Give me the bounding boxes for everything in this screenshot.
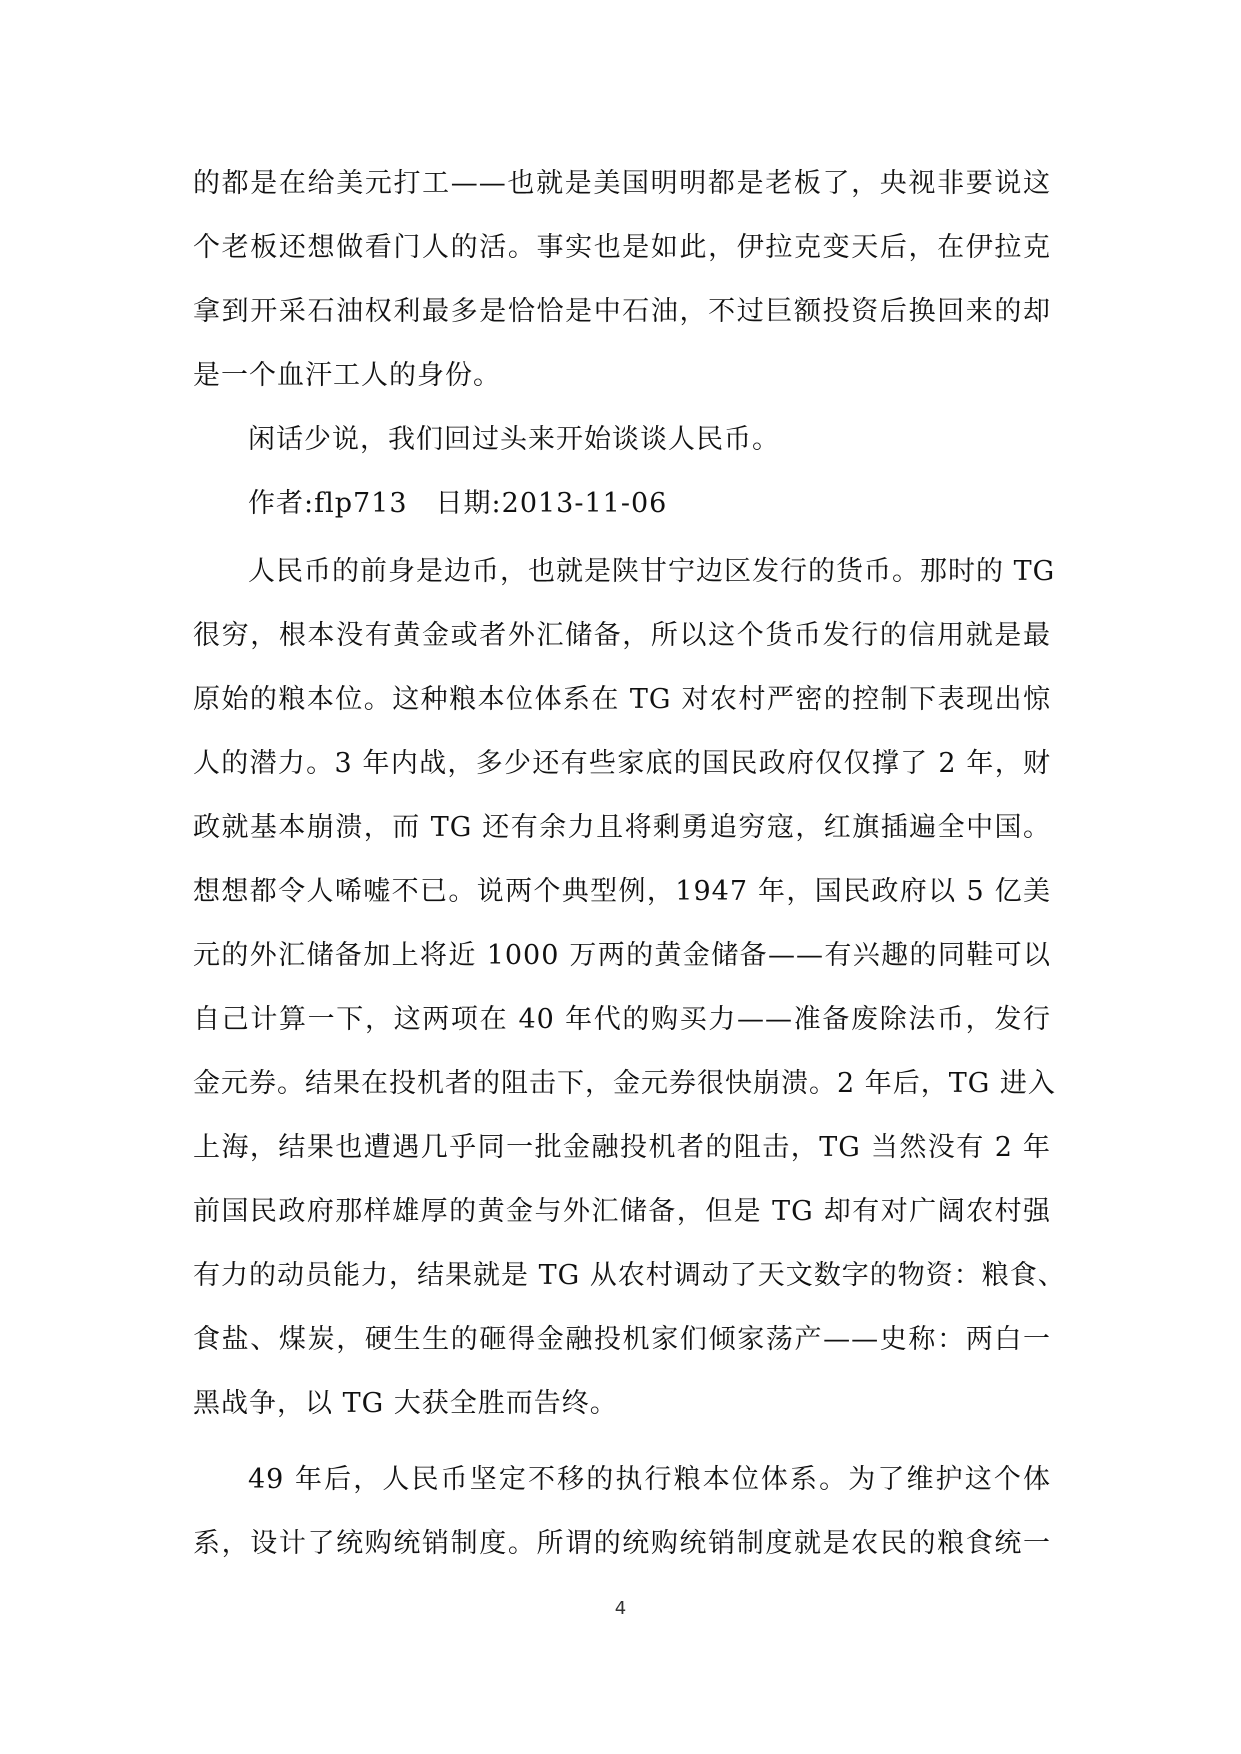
paragraph-continuation [193,152,1051,408]
text-line: 的都是在给美元打工——也就是美国明明都是老板了，央视非要说这 [193,168,1051,199]
text-line: 有力的动员能力，结果就是 TG 从农村调动了天文数字的物资：粮食、 [193,1260,1066,1291]
text-line: 闲话少说，我们回过头来开始谈谈人民币。 [248,424,780,455]
text-line: 政就基本崩溃，而 TG 还有余力且将剩勇追穷寇，红旗插遍全中国。 [193,812,1051,843]
text-line: 作者:flp713 日期:2013-11-06 [248,488,668,519]
text-line: 金元券。结果在投机者的阻击下，金元券很快崩溃。2 年后，TG 进入 [193,1068,1056,1099]
text-line: 想想都令人唏嘘不已。说两个典型例，1947 年，国民政府以 5 亿美 [193,876,1051,907]
text-line: 拿到开采石油权利最多是恰恰是中石油，不过巨额投资后换回来的却 [193,296,1051,327]
text-line: 元的外汇储备加上将近 1000 万两的黄金储备——有兴趣的同鞋可以 [193,940,1051,971]
text-line: 人的潜力。3 年内战，多少还有些家底的国民政府仅仅撑了 2 年，财 [193,748,1051,779]
paragraph-history [193,540,1066,1436]
text-line: 食盐、煤炭，硬生生的砸得金融投机家们倾家荡产——史称：两白一 [193,1324,1051,1355]
text-line: 49 年后，人民币坚定不移的执行粮本位体系。为了维护这个体 [248,1464,1051,1495]
author-date-line [193,472,1051,536]
text-line: 前国民政府那样雄厚的黄金与外汇储备，但是 TG 却有对广阔农村强 [193,1196,1051,1227]
text-line: 自己计算一下，这两项在 40 年代的购买力——准备废除法币，发行 [193,1004,1051,1035]
paragraph-transition [193,408,1051,472]
page-number: 4 [614,1598,627,1619]
text-line: 是一个血汗工人的身份。 [193,360,501,391]
text-line: 黑战争，以 TG 大获全胜而告终。 [193,1388,618,1419]
text-line: 上海，结果也遭遇几乎同一批金融投机者的阻击，TG 当然没有 2 年 [193,1132,1051,1163]
text-line: 人民币的前身是边币，也就是陕甘宁边区发行的货币。那时的 TG [248,556,1056,587]
text-line: 系，设计了统购统销制度。所谓的统购统销制度就是农民的粮食统一 [193,1528,1051,1559]
paragraph-post-1949 [193,1448,1051,1576]
text-line: 很穷，根本没有黄金或者外汇储备，所以这个货币发行的信用就是最 [193,620,1051,651]
text-line: 个老板还想做看门人的活。事实也是如此，伊拉克变天后，在伊拉克 [193,232,1051,263]
text-line: 原始的粮本位。这种粮本位体系在 TG 对农村严密的控制下表现出惊 [193,684,1051,715]
